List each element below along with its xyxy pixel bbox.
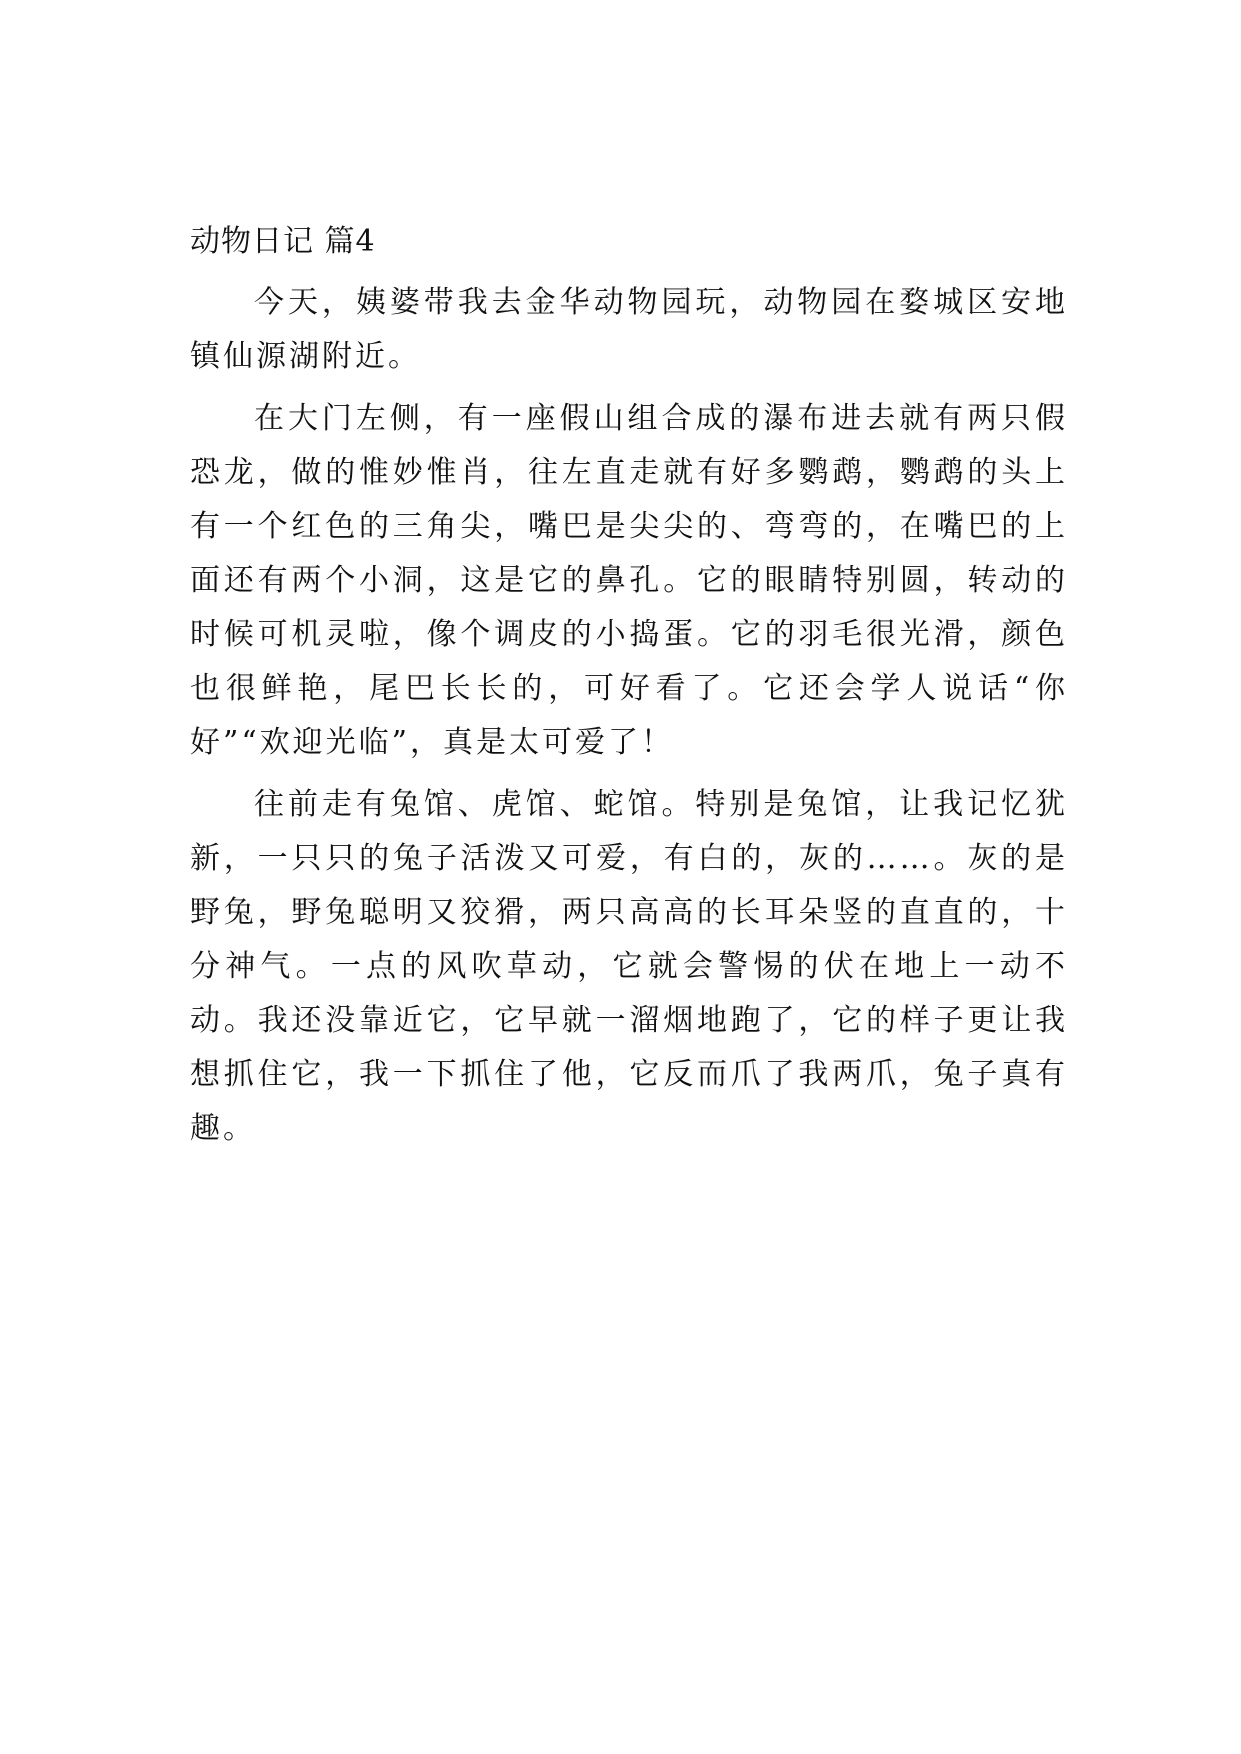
document-body [190,216,1068,1164]
paragraph-2: 在大门左侧，有一座假山组合成的瀑布进去就有两只假恐龙，做的惟妙惟肖，往左直走就有好多鹦鹉，鹦鹉的头上有一个红色的三角尖，嘴巴是尖尖的、弯弯的，在嘴巴的上面还有两个小洞，这是它的鼻孔。它的眼睛特别圆，转动的时候可机灵啦，像个调皮的小捣蛋。它的羽毛很光滑，颜色也很鲜艳，尾巴长长的，可好看了。它还会学人说话“你好”“欢迎光临”，真是太可爱了！ [190,401,1068,760]
paragraph-1: 今天，姨婆带我去金华动物园玩，动物园在婺城区安地镇仙源湖附近。 [190,285,1068,374]
paragraph-3: 往前走有兔馆、虎馆、蛇馆。特别是兔馆，让我记忆犹新，一只只的兔子活泼又可爱，有白的，灰的……。灰的是野兔，野兔聪明又狡猾，两只高高的长耳朵竖的直直的，十分神气。一点的风吹草动，它就会警惕的伏在地上一动不动。我还没靠近它，它早就一溜烟地跑了，它的样子更让我想抓住它，我一下抓住了他，它反而爪了我两爪，兔子真有趣。 [190,787,1068,1146]
document-heading: 动物日记 篇4 [190,224,376,259]
